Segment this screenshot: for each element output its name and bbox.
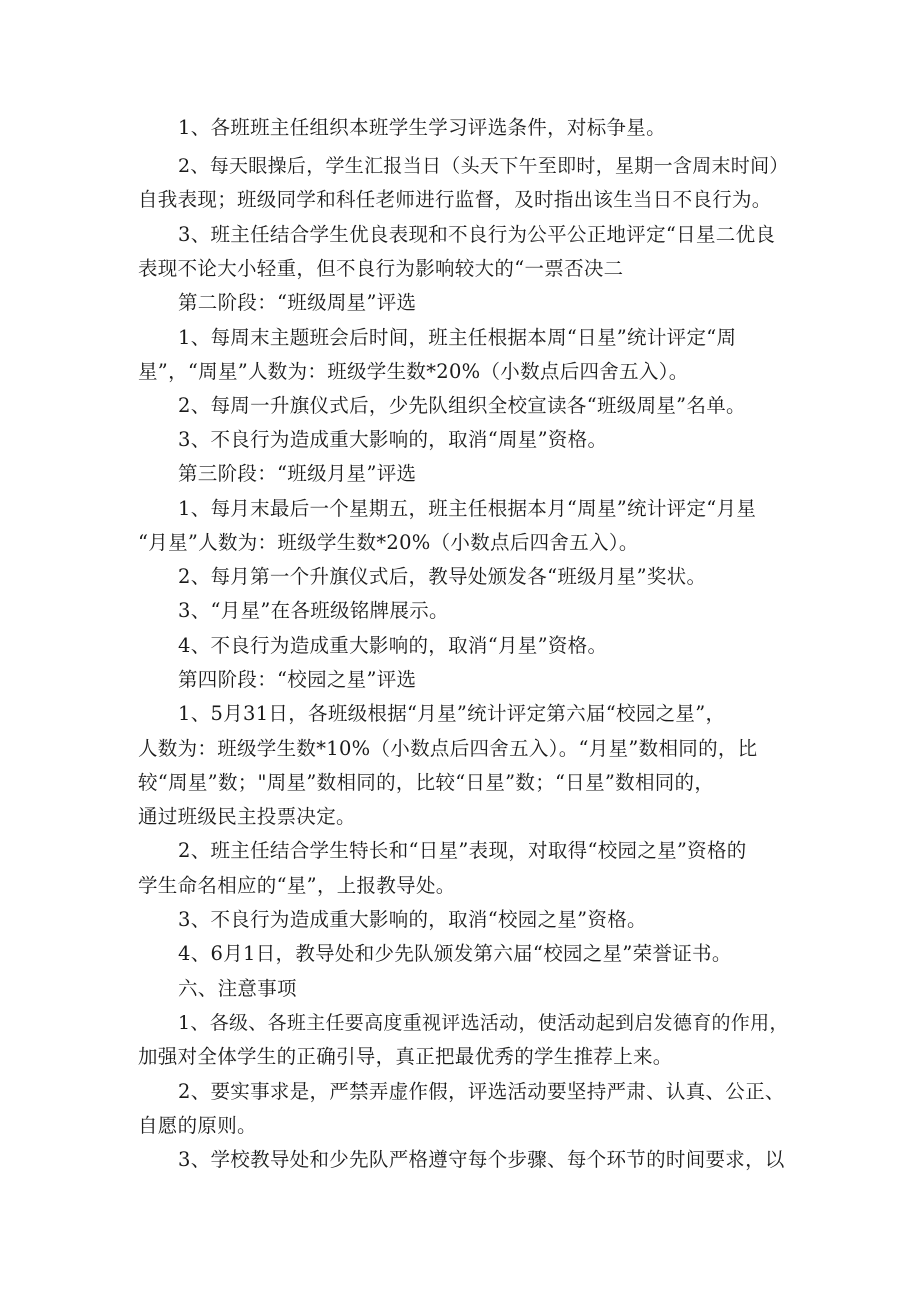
- paragraph-line: 加强对全体学生的正确引导，真正把最优秀的学生推荐上来。: [138, 1045, 673, 1068]
- paragraph-line: 1、各级、各班主任要高度重视评选活动，使活动起到启发德育的作用，: [178, 1012, 789, 1034]
- paragraph-line: 2、班主任结合学生特长和“日星”表现，对取得“校园之星”资格的: [178, 839, 747, 862]
- paragraph-line: 3、学校教导处和少先队严格遵守每个步骤、每个环节的时间要求，以: [178, 1148, 785, 1171]
- section-heading: 第二阶段：“班级周星”评选: [178, 291, 417, 314]
- paragraph-line: 3、不良行为造成重大影响的，取消“校园之星”资格。: [178, 908, 647, 931]
- paragraph-line: 3、“月星”在各班级铭牌展示。: [178, 599, 449, 622]
- section-heading: 第三阶段：“班级月星”评选: [178, 462, 417, 485]
- paragraph-line: 1、每月末最后一个星期五，班主任根据本月“周星”统计评定“月星: [178, 497, 757, 520]
- paragraph-line: 2、每周一升旗仪式后，少先队组织全校宣读各“班级周星”名单。: [178, 394, 746, 417]
- paragraph-line: 1、每周末主题班会后时间，班主任根据本周“日星”统计评定“周: [178, 326, 737, 349]
- paragraph-line: 表现不论大小轻重，但不良行为影响较大的“一票否决二: [138, 257, 624, 280]
- paragraph-line: 3、不良行为造成重大影响的，取消“周星”资格。: [178, 428, 608, 451]
- paragraph-line: 人数为：班级学生数*10%（小数点后四舍五入）。“月星”数相同的，比: [138, 737, 758, 760]
- paragraph-line: 1、各班班主任组织本班学生学习评选条件，对标争星。: [178, 116, 666, 139]
- paragraph-line: 4、6月1日，教导处和少先队颁发第六届“校园之星”荣誉证书。: [178, 942, 732, 965]
- section-heading: 六、注意事项: [178, 977, 297, 1000]
- paragraph-line: 2、每天眼操后，学生汇报当日（头天下午至即时，星期一含周末时间）: [178, 155, 789, 177]
- paragraph-line: 2、要实事求是，严禁弄虚作假，评选活动要坚持严肃、认真、公正、: [178, 1080, 785, 1103]
- paragraph-line: 较“周星”数；"周星”数相同的，比较“日星”数；“日星”数相同的，: [138, 771, 715, 794]
- section-heading: 第四阶段：“校园之星”评选: [178, 668, 417, 691]
- paragraph-line: 通过班级民主投票决定。: [138, 805, 356, 828]
- paragraph-line: 学生命名相应的“星”，上报教导处。: [138, 874, 456, 897]
- paragraph-line: 2、每月第一个升旗仪式后，教导处颁发各“班级月星”奖状。: [178, 565, 707, 588]
- paragraph-line: 自愿的原则。: [138, 1114, 257, 1137]
- paragraph-line: “月星”人数为：班级学生数*20%（小数点后四舍五入）。: [138, 531, 639, 554]
- paragraph-line: 自我表现；班级同学和科任老师进行监督，及时指出该生当日不良行为。: [138, 188, 772, 211]
- paragraph-line: 1、5月31日，各班级根据“月星”统计评定第六届“校园之星”，: [178, 702, 726, 725]
- paragraph-line: 4、不良行为造成重大影响的，取消“月星”资格。: [178, 634, 608, 657]
- paragraph-line: 星”，“周星”人数为：班级学生数*20%（小数点后四舍五入）。: [138, 360, 689, 383]
- paragraph-line: 3、班主任结合学生优良表现和不良行为公平公正地评定“日星二优良: [178, 223, 776, 246]
